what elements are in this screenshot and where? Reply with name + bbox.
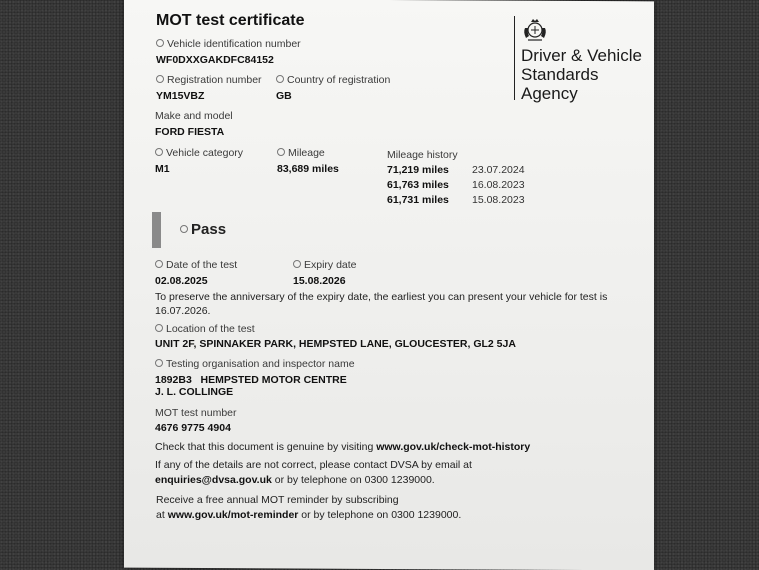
category-label: Vehicle category — [155, 147, 243, 159]
royal-crest-icon — [520, 16, 550, 49]
contact-details: enquiries@dvsa.gov.uk or by telephone on 0300 1239000. — [155, 474, 435, 486]
make-model-value: FORD FIESTA — [155, 126, 225, 138]
reminder-details: at www.gov.uk/mot-reminder or by telephone on 0300 1239000. — [156, 509, 462, 521]
info-icon — [276, 75, 284, 83]
location-label: Location of the test — [155, 323, 255, 335]
agency-line-2: Standards — [521, 65, 599, 84]
mot-reminder-link[interactable]: www.gov.uk/mot-reminder — [167, 509, 299, 521]
info-icon — [155, 148, 163, 156]
anniversary-note: To preserve the anniversary of the expiry date, the earliest you can present your vehicle for test is — [155, 291, 608, 303]
genuine-note: Check that this document is genuine by visiting www.gov.uk/check-mot-history — [155, 441, 531, 453]
location-icon — [155, 324, 163, 332]
registration-label: Registration number — [156, 74, 262, 86]
inspector-icon — [155, 359, 163, 367]
registration-value: YM15VBZ — [156, 90, 205, 102]
history-date-1: 23.07.2024 — [472, 164, 525, 176]
info-icon — [156, 39, 164, 47]
test-date-value: 02.08.2025 — [155, 275, 208, 287]
result-pass: Pass — [180, 221, 226, 238]
vin-value: WF0DXXGAKDFC84152 — [156, 54, 274, 66]
page-title: MOT test certificate — [156, 12, 305, 29]
mileage-label: Mileage — [277, 147, 325, 159]
reminder-note: Receive a free annual MOT reminder by subscribing — [156, 494, 399, 506]
history-date-2: 16.08.2023 — [472, 179, 525, 191]
contact-email-link[interactable]: enquiries@dvsa.gov.uk — [155, 474, 272, 486]
calendar-icon — [293, 260, 301, 268]
info-icon — [277, 148, 285, 156]
result-bar — [152, 212, 161, 248]
history-miles-3: 61,731 miles — [387, 194, 449, 206]
info-icon — [156, 75, 164, 83]
mileage-history-label: Mileage history — [387, 149, 458, 161]
country-label: Country of registration — [276, 74, 390, 86]
vin-label: Vehicle identification number — [156, 38, 301, 50]
calendar-icon — [155, 260, 163, 268]
organisation-label: Testing organisation and inspector name — [155, 358, 355, 370]
history-miles-2: 61,763 miles — [387, 179, 449, 191]
logo-divider — [514, 16, 515, 100]
mileage-value: 83,689 miles — [277, 163, 339, 175]
history-date-3: 15.08.2023 — [472, 194, 525, 206]
agency-line-3: Agency — [521, 84, 578, 103]
test-date-label: Date of the test — [155, 259, 237, 271]
make-model-label: Make and model — [155, 110, 233, 122]
expiry-date-label: Expiry date — [293, 259, 357, 271]
pass-icon — [180, 225, 188, 233]
test-number-label: MOT test number — [155, 407, 237, 419]
anniversary-date: 16.07.2026. — [155, 305, 211, 317]
agency-line-1: Driver & Vehicle — [521, 46, 642, 65]
category-value: M1 — [155, 163, 170, 175]
history-miles-1: 71,219 miles — [387, 164, 449, 176]
inspector-name: J. L. COLLINGE — [155, 386, 234, 398]
country-value: GB — [276, 90, 292, 102]
expiry-date-value: 15.08.2026 — [293, 275, 346, 287]
contact-note: If any of the details are not correct, please contact DVSA by email at — [155, 459, 472, 471]
check-mot-link[interactable]: www.gov.uk/check-mot-history — [376, 441, 531, 453]
location-value: UNIT 2F, SPINNAKER PARK, HEMPSTED LANE, GLOUCESTER, GL2 5JA — [155, 338, 516, 350]
organisation-value: 1892B3 HEMPSTED MOTOR CENTRE — [155, 374, 347, 386]
test-number-value: 4676 9775 4904 — [155, 422, 231, 434]
